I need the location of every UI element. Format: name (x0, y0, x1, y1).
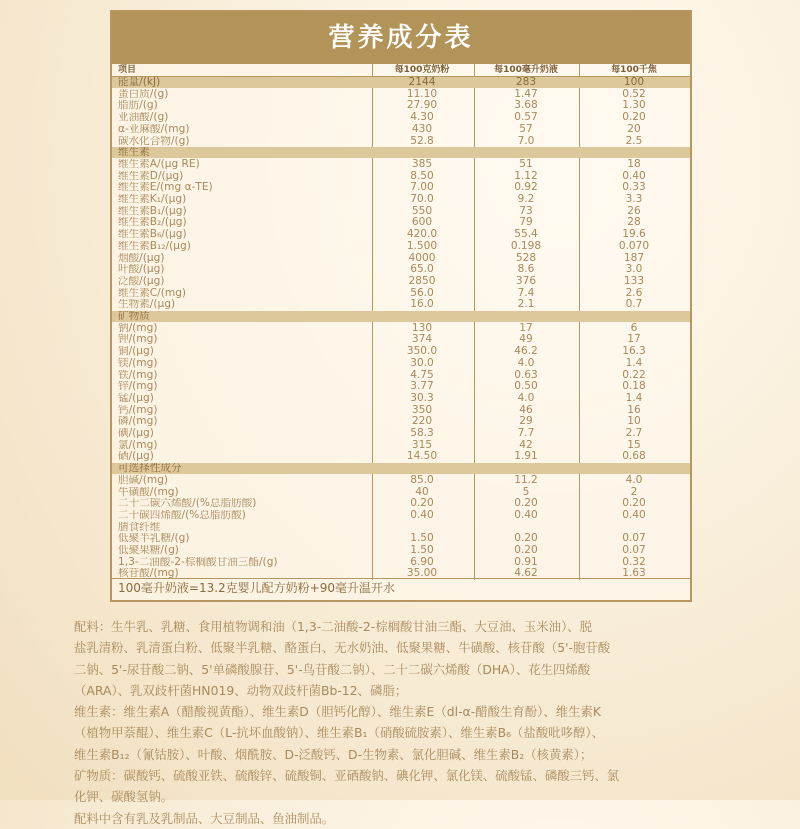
ingredients-line: 盐乳清粉、乳清蛋白粉、低聚半乳糖、酪蛋白、无水奶油、低聚果糖、牛磺酸、核苷酸（5'-胞苷酸 (74, 640, 611, 656)
row-label: 膳食纤维 (118, 521, 161, 533)
table-section-row (112, 463, 690, 474)
row-label: 脂肪/(g) (118, 100, 158, 112)
value-per-100kj: 2 (630, 485, 638, 498)
value-per-100ml: 49 (519, 333, 533, 346)
value-per-100ml: 1.47 (514, 87, 538, 100)
value-per-100ml: 0.50 (514, 380, 538, 393)
ingredients-line: （ARA）、乳双歧杆菌HN019、动物双歧杆菌Bb-12、磷脂； (74, 682, 408, 698)
value-per-100ml: 0.92 (514, 181, 538, 194)
table-row (112, 288, 690, 299)
value-per-100g: 58.3 (410, 427, 434, 439)
value-per-100g: 2144 (408, 76, 436, 88)
value-per-100g: 8.50 (410, 169, 434, 182)
value-per-100g: 30.0 (410, 356, 434, 369)
table-row (112, 100, 690, 111)
value-per-100ml: 55.4 (514, 228, 538, 241)
value-per-100g: 0.40 (410, 508, 434, 521)
row-label: 叶酸/(μg) (118, 264, 165, 275)
row-label: 维生素K₁/(μg) (118, 194, 187, 205)
table-row (112, 451, 690, 462)
row-label: 铁/(mg) (118, 369, 158, 381)
value-per-100kj: 26 (627, 204, 641, 217)
table-row (112, 487, 690, 498)
value-per-100g: 315 (411, 438, 433, 451)
table-row (112, 159, 690, 170)
table-row (112, 182, 690, 193)
table-header (112, 64, 690, 76)
row-label: 低聚半乳糖/(g) (118, 533, 190, 545)
value-per-100g: 35.00 (406, 567, 438, 580)
value-per-100kj: 0.7 (625, 298, 643, 311)
value-per-100g: 11.10 (406, 87, 438, 100)
row-label: 磷/(mg) (118, 416, 158, 428)
value-per-100kj: 2.6 (625, 286, 643, 299)
value-per-100g: 40 (415, 485, 429, 498)
row-label: 核苷酸/(mg) (118, 568, 179, 580)
table-row (112, 253, 690, 264)
value-per-100ml: 376 (515, 274, 537, 287)
row-label: 生物素/(μg) (118, 299, 176, 311)
value-per-100ml: 4.0 (517, 356, 535, 369)
value-per-100kj: 28 (627, 216, 641, 229)
table-row (112, 124, 690, 135)
header-item: 项目 (118, 65, 137, 75)
value-per-100kj: 133 (623, 274, 645, 287)
value-per-100g: 14.50 (406, 450, 438, 463)
value-per-100g: 1.50 (410, 544, 434, 556)
value-per-100ml: 46.2 (514, 345, 538, 358)
value-per-100ml: 11.2 (514, 473, 538, 486)
value-per-100g: 30.3 (410, 391, 434, 404)
value-per-100kj: 187 (623, 251, 645, 264)
value-per-100kj: 0.33 (622, 181, 646, 194)
value-per-100g: 52.8 (410, 134, 434, 147)
row-label: 烟酸/(μg) (118, 252, 165, 264)
row-label: 1,3-二油酸-2-棕榈酸甘油三酯/(g) (118, 556, 278, 568)
table-row (112, 299, 690, 310)
value-per-100g: 56.0 (410, 286, 434, 299)
row-label: 维生素C/(mg) (118, 287, 187, 299)
header-per-100kj: 每100千焦 (611, 65, 657, 75)
row-label: 锰/(μg) (118, 392, 154, 404)
table-row (112, 89, 690, 100)
ingredients-line: 化钾、碳酸氢钠。 (74, 789, 174, 805)
value-per-100kj: 100 (623, 76, 645, 88)
row-label: 二十碳四烯酸/(%总脂肪酸) (118, 509, 246, 521)
row-label: 能量/(kJ) (118, 77, 161, 88)
value-per-100kj: 3.3 (625, 193, 643, 205)
value-per-100g: 430 (411, 122, 433, 135)
value-per-100kj: 1.63 (622, 567, 646, 580)
row-label: 铜/(μg) (118, 346, 154, 357)
value-per-100ml: 2.1 (517, 298, 535, 311)
value-per-100g: 85.0 (410, 473, 434, 486)
table-row (112, 557, 690, 568)
table-row (112, 276, 690, 287)
value-per-100ml: 0.63 (514, 368, 538, 381)
value-per-100ml: 0.20 (514, 532, 538, 545)
value-per-100g: 350 (411, 403, 433, 416)
table-row (112, 440, 690, 451)
table-row (112, 416, 690, 427)
table-row (112, 498, 690, 509)
ingredients-line: （植物甲萘醌）、维生素C（L-抗坏血酸钠）、维生素B₁（硝酸硫胺素）、维生素B₆（盐酸吡哆醇）、 (74, 725, 604, 741)
value-per-100g: 600 (411, 216, 433, 229)
ingredients-list (74, 616, 724, 829)
value-per-100ml: 0.198 (510, 239, 542, 252)
row-label: 低聚果糖/(g) (118, 545, 179, 556)
value-per-100ml: 5 (522, 485, 530, 498)
row-label: 维生素E/(mg α-TE) (118, 182, 213, 194)
row-label: α-亚麻酸/(mg) (118, 123, 190, 135)
value-per-100ml: 42 (519, 438, 533, 451)
value-per-100g: 130 (411, 321, 433, 334)
value-per-100ml: 0.40 (514, 508, 538, 521)
value-per-100ml: 29 (519, 415, 533, 428)
value-per-100g: 385 (411, 157, 433, 170)
row-label: 维生素B₆/(μg) (118, 229, 187, 240)
value-per-100g: 2850 (408, 274, 436, 287)
value-per-100kj: 2.5 (625, 134, 643, 147)
table-row (112, 545, 690, 556)
value-per-100g: 27.90 (406, 99, 438, 112)
row-label: 碳水化合物/(g) (118, 135, 190, 147)
row-label: 维生素A/(μg RE) (118, 158, 200, 170)
row-label: 钠/(mg) (118, 322, 158, 334)
value-per-100kj: 17 (627, 333, 641, 346)
value-per-100g: 6.90 (410, 555, 434, 568)
table-row (112, 428, 690, 439)
value-per-100kj: 4.0 (625, 473, 643, 486)
table-row (112, 405, 690, 416)
table-row (112, 381, 690, 392)
value-per-100ml: 528 (515, 251, 537, 264)
value-per-100ml: 1.12 (514, 169, 538, 182)
value-per-100g: 0.20 (410, 497, 434, 510)
value-per-100ml: 283 (515, 76, 537, 88)
value-per-100kj: 10 (627, 415, 641, 428)
value-per-100kj: 0.20 (622, 111, 646, 124)
value-per-100kj: 19.6 (622, 228, 646, 241)
value-per-100ml: 57 (519, 122, 533, 135)
value-per-100g: 4000 (408, 251, 436, 264)
row-label: 维生素 (118, 147, 150, 158)
row-label: 维生素D/(μg) (118, 170, 184, 182)
table-row (112, 136, 690, 147)
table-section-row (112, 311, 690, 322)
row-label: 泛酸/(μg) (118, 275, 165, 287)
value-per-100kj: 16 (627, 403, 641, 416)
table-row (112, 206, 690, 217)
value-per-100g: 3.77 (410, 380, 434, 393)
table-row (112, 522, 690, 533)
row-label: 钾/(mg) (118, 334, 158, 346)
value-per-100ml: 0.57 (514, 111, 538, 124)
table-row (112, 217, 690, 228)
table-row (112, 229, 690, 240)
value-per-100ml: 17 (519, 321, 533, 334)
value-per-100kj: 1.4 (625, 391, 643, 404)
value-per-100kj: 2.7 (625, 427, 643, 439)
table-row (112, 334, 690, 345)
value-per-100kj: 6 (630, 321, 638, 334)
value-per-100ml: 0.20 (514, 544, 538, 556)
header-per-100ml-liquid: 每100毫升奶液 (494, 65, 558, 75)
row-label: 维生素B₂/(μg) (118, 217, 187, 229)
table-row (112, 533, 690, 544)
value-per-100g: 4.75 (410, 368, 434, 381)
value-per-100kj: 0.40 (622, 169, 646, 182)
row-label: 矿物质 (118, 311, 150, 322)
row-label: 二十二碳六烯酸/(%总脂肪酸) (118, 498, 257, 509)
value-per-100ml: 4.62 (514, 567, 538, 580)
row-label: 锌/(mg) (118, 381, 158, 392)
value-per-100g: 1.500 (406, 239, 438, 252)
value-per-100kj: 1.30 (622, 99, 646, 112)
table-row (112, 346, 690, 357)
value-per-100kj: 0.52 (622, 87, 646, 100)
value-per-100g: 1.50 (410, 532, 434, 545)
value-per-100kj: 1.4 (625, 356, 643, 369)
value-per-100kj: 16.3 (622, 345, 646, 358)
table-row (112, 475, 690, 486)
value-per-100kj: 0.070 (618, 239, 650, 252)
nutrition-table (110, 10, 692, 602)
value-per-100ml: 3.68 (514, 99, 538, 112)
value-per-100ml: 9.2 (517, 193, 535, 205)
table-row (112, 370, 690, 381)
table-row (112, 241, 690, 252)
table-note: 100毫升奶液=13.2克婴儿配方奶粉+90毫升温开水 (118, 581, 396, 595)
row-label: 胆碱/(mg) (118, 474, 169, 486)
value-per-100ml: 51 (519, 157, 533, 170)
ingredients-line: 维生素：维生素A（醋酸视黄酯）、维生素D（胆钙化醇）、维生素E（dl-α-醋酸生育酚）、维生素K (74, 704, 602, 720)
table-section-row (112, 77, 690, 88)
value-per-100kj: 0.22 (622, 368, 646, 381)
value-per-100ml: 7.4 (517, 286, 535, 299)
value-per-100g: 65.0 (410, 263, 434, 276)
table-row (112, 358, 690, 369)
row-label: 可选择性成分 (118, 463, 182, 474)
ingredients-line: 矿物质：碳酸钙、硫酸亚铁、硫酸锌、硫酸铜、亚硒酸钠、碘化钾、氯化镁、硫酸锰、磷酸三钙、氯 (74, 768, 620, 784)
ingredients-line: 配料：生牛乳、乳糖、食用植物调和油（1,3-二油酸-2-棕榈酸甘油三酯、大豆油、玉米油）、脱 (74, 619, 593, 634)
value-per-100ml: 7.0 (517, 134, 535, 147)
value-per-100kj: 0.40 (622, 508, 646, 521)
ingredients-line: 维生素B₁₂（氰钴胺）、叶酸、烟酰胺、D-泛酸钙、D-生物素、氯化胆碱、维生素B₂（核黄素）； (74, 746, 593, 762)
value-per-100ml: 73 (519, 204, 533, 217)
value-per-100kj: 0.68 (622, 450, 646, 463)
table-section-row (112, 147, 690, 158)
value-per-100ml: 46 (519, 403, 533, 416)
value-per-100g: 4.30 (410, 111, 434, 124)
table-row (112, 171, 690, 182)
value-per-100g: 7.00 (410, 181, 434, 194)
table-row (112, 393, 690, 404)
value-per-100ml: 0.91 (514, 555, 538, 568)
value-per-100kj: 0.07 (622, 544, 646, 556)
row-label: 亚油酸/(g) (118, 112, 169, 123)
table-row (112, 112, 690, 123)
table-title: 营养成分表 (112, 12, 690, 64)
row-label: 碘/(μg) (118, 428, 154, 439)
table-row (112, 194, 690, 205)
value-per-100ml: 1.91 (514, 450, 538, 463)
value-per-100kj: 3.0 (625, 263, 643, 276)
row-label: 镁/(mg) (118, 357, 158, 369)
row-label: 牛磺酸/(mg) (118, 486, 179, 498)
value-per-100kj: 0.20 (622, 497, 646, 510)
value-per-100ml: 0.20 (514, 497, 538, 510)
value-per-100kj: 0.07 (622, 532, 646, 545)
value-per-100g: 550 (411, 204, 433, 217)
row-label: 硒/(μg) (118, 451, 154, 463)
value-per-100kj: 0.18 (622, 380, 646, 393)
value-per-100g: 350.0 (406, 345, 438, 358)
value-per-100kj: 18 (627, 157, 641, 170)
row-label: 钙/(mg) (118, 404, 158, 416)
value-per-100ml: 7.7 (517, 427, 535, 439)
value-per-100g: 16.0 (410, 298, 434, 311)
row-label: 蛋白质/(g) (118, 88, 169, 100)
value-per-100kj: 0.32 (622, 555, 646, 568)
ingredients-line: 二钠、5'-尿苷酸二钠、5'单磷酸腺苷、5'-鸟苷酸二钠）、二十二碳六烯酸（DHA）、花生四烯酸 (74, 661, 591, 677)
row-label: 维生素B₁₂/(μg) (118, 240, 191, 252)
value-per-100g: 374 (411, 333, 433, 346)
value-per-100g: 220 (411, 415, 433, 428)
value-per-100ml: 79 (519, 216, 533, 229)
row-label: 氯/(mg) (118, 439, 158, 451)
ingredients-line: 配料中含有乳及乳制品、大豆制品、鱼油制品。 (74, 810, 335, 826)
value-per-100ml: 4.0 (517, 391, 535, 404)
value-per-100g: 70.0 (410, 193, 434, 205)
value-per-100kj: 20 (627, 122, 641, 135)
table-row (112, 264, 690, 275)
header-per-100g-powder: 每100克奶粉 (394, 65, 450, 75)
value-per-100g: 420.0 (406, 228, 438, 241)
value-per-100ml: 8.6 (517, 263, 535, 276)
table-row (112, 510, 690, 521)
table-row (112, 323, 690, 334)
value-per-100kj: 15 (627, 438, 641, 451)
row-label: 维生素B₁/(μg) (118, 205, 187, 217)
